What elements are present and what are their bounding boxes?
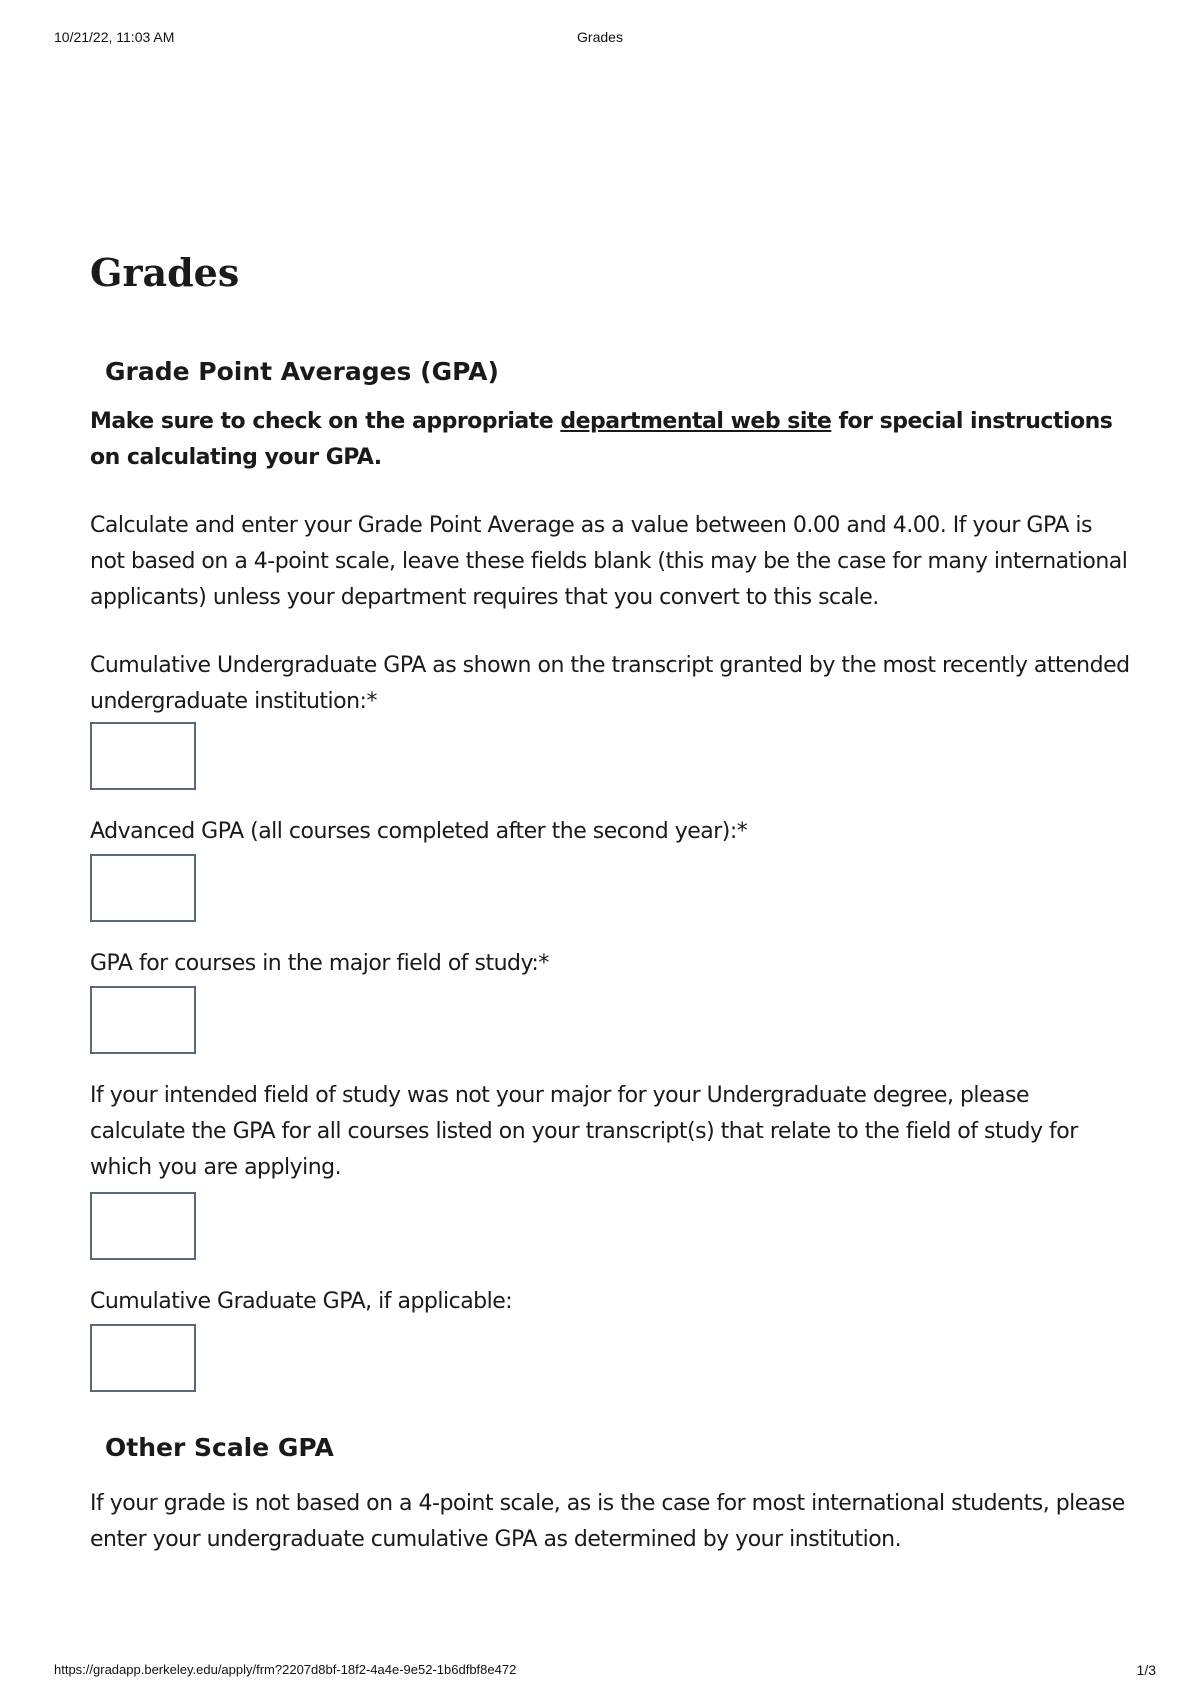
print-datetime: 10/21/22, 11:03 AM [54, 29, 175, 45]
print-footer [0, 1662, 1200, 1692]
other-scale-instructions: If your grade is not based on a 4-point scale, as is the case for most international students, please enter your undergraduate cumulative GPA as determined by your institution. [90, 1491, 1125, 1552]
gpa-section-heading: Grade Point Averages (GPA) [105, 357, 499, 386]
field-label-intended-field-gpa: If your intended field of study was not your major for your Undergraduate degree, please calculate the GPA for all courses listed on your transcript(s) that relate to the field of study for which you are applying. [90, 1083, 1078, 1180]
field-label-advanced-gpa: Advanced GPA (all courses completed after the second year):* [90, 819, 748, 844]
gpa-note [90, 404, 1130, 476]
gpa-instructions: Calculate and enter your Grade Point Average as a value between 0.00 and 4.00. If your GPA is not based on a 4-point scale, leave these fields blank (this may be the case for many international applicants) unless your department requires that you convert to this scale. [90, 513, 1128, 610]
print-page-number: 1/3 [1136, 1662, 1156, 1678]
other-scale-section-heading: Other Scale GPA [105, 1433, 334, 1462]
advanced-gpa-input[interactable] [90, 854, 196, 922]
field-label-cumulative-graduate-gpa: Cumulative Graduate GPA, if applicable: [90, 1289, 513, 1314]
print-doc-title: Grades [577, 29, 623, 45]
gpa-note-prefix: Make sure to check on the appropriate [90, 409, 561, 434]
departmental-web-site-link[interactable]: departmental web site [560, 409, 832, 434]
cumulative-undergrad-gpa-input[interactable] [90, 722, 196, 790]
print-header [0, 29, 1200, 59]
field-label-cumulative-undergrad-gpa: Cumulative Undergraduate GPA as shown on the transcript granted by the most recently attended undergraduate institution:* [90, 653, 1130, 714]
intended-field-gpa-input[interactable] [90, 1192, 196, 1260]
main-content [90, 250, 1130, 1558]
print-url: https://gradapp.berkeley.edu/apply/frm?2207d8bf-18f2-4a4e-9e52-1b6dfbf8e472 [54, 1662, 517, 1677]
field-label-major-gpa: GPA for courses in the major field of study:* [90, 951, 549, 976]
page-title: Grades [90, 250, 240, 295]
major-gpa-input[interactable] [90, 986, 196, 1054]
gpa-note-suffix: for special instructions on calculating your GPA. [90, 409, 1113, 470]
cumulative-graduate-gpa-input[interactable] [90, 1324, 196, 1392]
